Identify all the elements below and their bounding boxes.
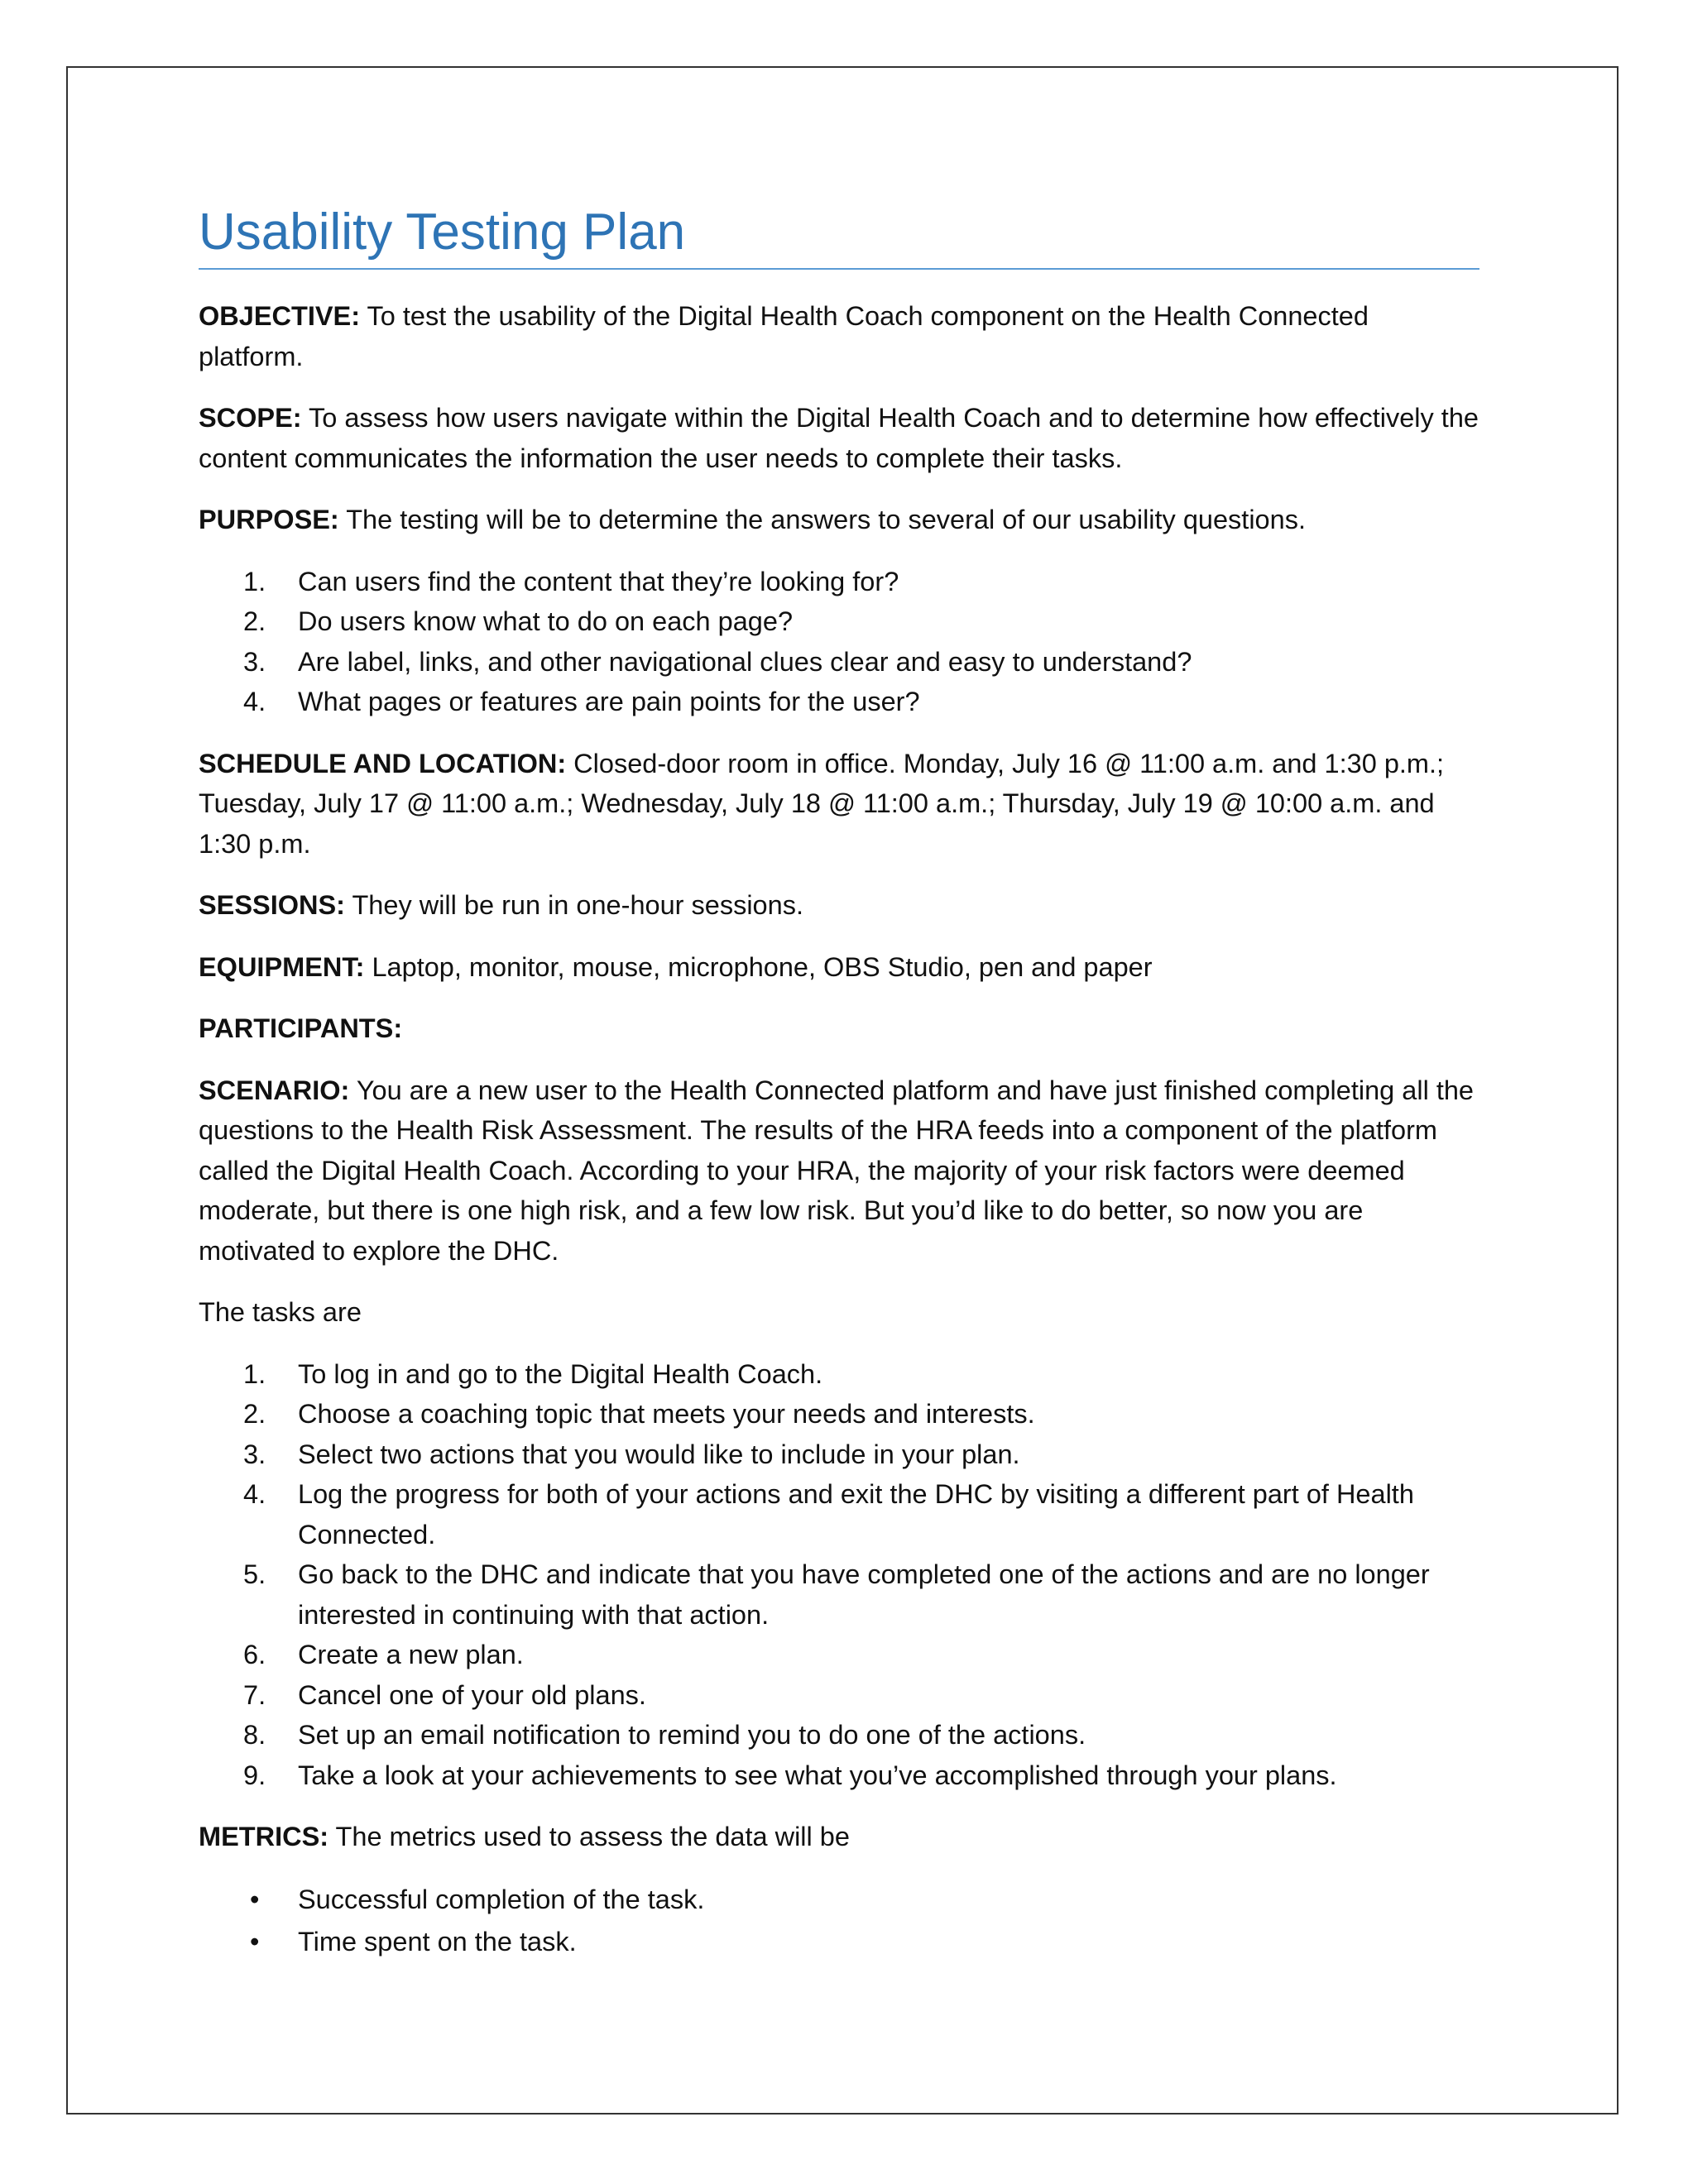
- bullet-icon: •: [250, 1884, 260, 1914]
- list-item: [199, 1879, 1479, 1921]
- list-item: [199, 1675, 1479, 1716]
- purpose-paragraph: [199, 500, 1479, 540]
- metrics-paragraph: [199, 1817, 1479, 1857]
- list-item-text: Log the progress for both of your actions and exit the DHC by visiting a different part of Health Connected.: [298, 1479, 1414, 1549]
- list-number: 5.: [243, 1559, 266, 1589]
- list-item: [199, 682, 1479, 722]
- purpose-text: The testing will be to determine the answers to several of our usability questions.: [338, 505, 1306, 534]
- scope-paragraph: [199, 398, 1479, 478]
- metrics-label: METRICS:: [199, 1822, 329, 1851]
- list-item: [199, 1921, 1479, 1963]
- objective-label: OBJECTIVE:: [199, 301, 361, 331]
- scenario-label: SCENARIO:: [199, 1075, 350, 1105]
- list-item-text: Do users know what to do on each page?: [298, 606, 794, 636]
- scenario-text: You are a new user to the Health Connected platform and have just finished completing all the questions to the Health Risk Assessment. The results of the HRA feeds into a component of the platform called the Digital Health Coach. According to your HRA, the majority of your risk factors were deemed moderate, but there is one high risk, and a few low risk. But you’d like to do better, so now you are motivated to explore the DHC.: [199, 1075, 1475, 1266]
- list-item-text: To log in and go to the Digital Health Coach.: [298, 1358, 823, 1389]
- schedule-paragraph: [199, 744, 1479, 864]
- tasks-intro: The tasks are: [199, 1297, 362, 1327]
- purpose-label: PURPOSE:: [199, 505, 339, 534]
- list-item: [199, 1755, 1479, 1796]
- list-item: [199, 1354, 1479, 1395]
- list-number: 4.: [243, 1479, 266, 1509]
- equipment-label: EQUIPMENT:: [199, 951, 365, 982]
- document-body: [199, 199, 1479, 1963]
- participants-paragraph: [199, 1008, 1479, 1049]
- list-number: 3.: [243, 1439, 266, 1469]
- list-number: 8.: [243, 1720, 266, 1750]
- list-item: [199, 562, 1479, 602]
- list-item-text: Time spent on the task.: [298, 1926, 577, 1956]
- list-item-text: Cancel one of your old plans.: [298, 1679, 646, 1710]
- page-title: Usability Testing Plan: [199, 199, 1479, 270]
- list-item-text: What pages or features are pain points for the user?: [298, 687, 920, 716]
- list-item: [199, 601, 1479, 642]
- sessions-paragraph: [199, 885, 1479, 926]
- list-item-text: Successful completion of the task.: [298, 1884, 705, 1914]
- list-number: 6.: [243, 1640, 266, 1669]
- list-item-text: Choose a coaching topic that meets your needs and interests.: [298, 1399, 1035, 1429]
- equipment-text: Laptop, monitor, mouse, microphone, OBS Studio, pen and paper: [364, 951, 1153, 982]
- metrics-text: The metrics used to assess the data will be: [328, 1822, 850, 1851]
- list-item: [199, 1394, 1479, 1434]
- list-item: [199, 1635, 1479, 1675]
- list-item-text: Select two actions that you would like to include in your plan.: [298, 1439, 1020, 1469]
- objective-paragraph: [199, 296, 1479, 376]
- sessions-text: They will be run in one-hour sessions.: [345, 890, 803, 920]
- list-number: 4.: [243, 687, 266, 716]
- list-item-text: Take a look at your achievements to see what you’ve accomplished through your plans.: [298, 1760, 1337, 1790]
- list-number: 3.: [243, 646, 266, 677]
- list-item-text: Can users find the content that they’re looking for?: [298, 566, 899, 596]
- list-item: [199, 642, 1479, 682]
- equipment-paragraph: [199, 947, 1479, 988]
- list-item: [199, 1474, 1479, 1554]
- list-item-text: Set up an email notification to remind you to do one of the actions.: [298, 1720, 1086, 1750]
- list-number: 1.: [243, 566, 266, 596]
- list-number: 1.: [243, 1358, 266, 1389]
- list-item-text: Are label, links, and other navigational clues clear and easy to understand?: [298, 646, 1192, 677]
- participants-label: PARTICIPANTS:: [199, 1013, 403, 1043]
- list-number: 2.: [243, 1399, 266, 1429]
- list-item: [199, 1554, 1479, 1635]
- schedule-text: Closed-door room in office. Monday, July 16 @ 11:00 a.m. and 1:30 p.m.; Tuesday, July 17 @ 11:00 a.m.; Wednesday, July 18 @ 11:00 a.m.; Thursday, July 19 @ 10:00 a.m. and 1:30 p.m.: [199, 748, 1445, 859]
- sessions-label: SESSIONS:: [199, 890, 345, 920]
- list-item: [199, 1434, 1479, 1475]
- list-item-text: Create a new plan.: [298, 1640, 524, 1669]
- metrics-list: [199, 1879, 1479, 1963]
- list-number: 9.: [243, 1760, 266, 1790]
- list-number: 7.: [243, 1679, 266, 1710]
- objective-text: To test the usability of the Digital Health Coach component on the Health Connected platform.: [199, 301, 1369, 371]
- usability-questions-list: [199, 562, 1479, 722]
- list-item: [199, 1715, 1479, 1755]
- list-item-text: Go back to the DHC and indicate that you have completed one of the actions and are no longer interested in continuing with that action.: [298, 1559, 1430, 1630]
- list-number: 2.: [243, 606, 266, 636]
- scope-label: SCOPE:: [199, 403, 302, 433]
- tasks-list: [199, 1354, 1479, 1796]
- scenario-paragraph: [199, 1070, 1479, 1272]
- bullet-icon: •: [250, 1926, 260, 1956]
- scope-text: To assess how users navigate within the Digital Health Coach and to determine how effectively the content communicates the information the user needs to complete their tasks.: [199, 403, 1479, 473]
- schedule-label: SCHEDULE AND LOCATION:: [199, 748, 567, 778]
